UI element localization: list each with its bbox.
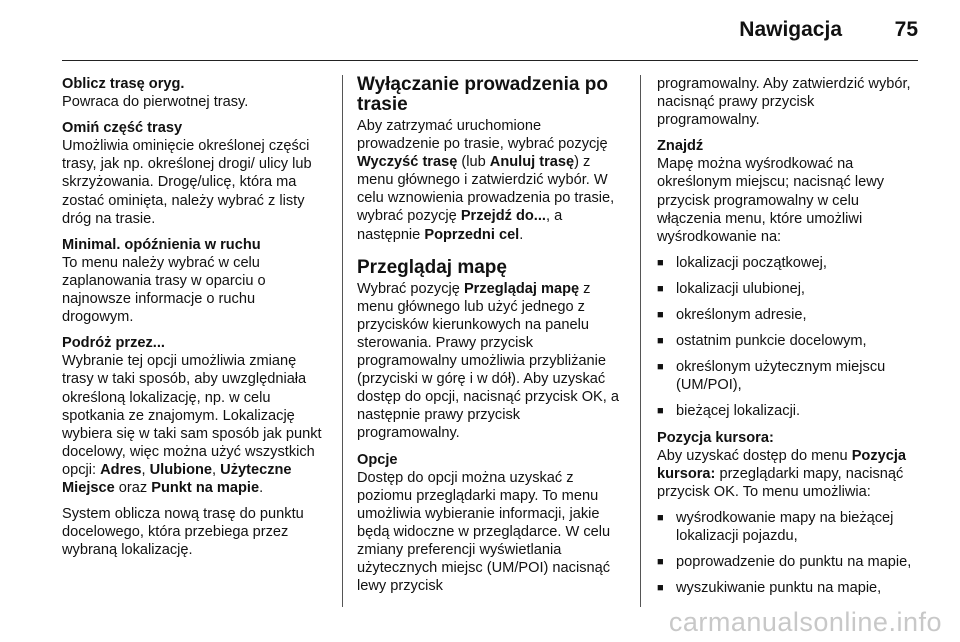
page-number: 75 bbox=[894, 18, 918, 41]
text-run: Aby zatrzymać uruchomione prowadzenie po trasie, wybrać pozycję bbox=[357, 118, 608, 153]
separator: , bbox=[212, 461, 221, 478]
text-run: , a następnie bbox=[357, 208, 563, 243]
column-1 bbox=[62, 75, 328, 567]
menu-poprzedni: Poprzedni cel bbox=[424, 226, 520, 243]
entry-title: Pozycja kursora: bbox=[657, 429, 774, 446]
entry-title: Opcje bbox=[357, 451, 398, 468]
entry-text: Umożliwia ominięcie określonej części trasy, jak np. określonej drogi/ ulicy lub skrzyżowania. Drogę/ulicę, która ma zostać ominięta, należy wybrać z listy dróg na trasie. bbox=[62, 138, 312, 227]
period: . bbox=[519, 226, 524, 243]
watermark: carmanualsonline.info bbox=[668, 607, 942, 637]
paragraph-continued: programowalny. Aby zatwierdzić wybór, nacisnąć prawy przycisk programowalny. bbox=[657, 76, 911, 129]
menu-wyczysc: Wyczyść trasę bbox=[357, 154, 458, 171]
heading-wylaczanie: Wyłączanie prowadzenia po trasie bbox=[357, 74, 608, 115]
text-run: Aby uzyskać dostęp do menu bbox=[657, 447, 852, 464]
period: . bbox=[259, 479, 264, 496]
list-item: ■ lokalizacji ulubionej, bbox=[657, 280, 920, 298]
section-title: Nawigacja bbox=[739, 18, 842, 41]
column-3 bbox=[657, 75, 920, 605]
option-adres: Adres bbox=[100, 461, 142, 478]
menu-przejdz: Przejdź do... bbox=[460, 208, 546, 225]
entry-title: Omiń część trasy bbox=[62, 120, 183, 137]
list-item: ■ wyśrodkowanie mapy na bieżącej lokalizacji pojazdu, bbox=[657, 509, 920, 545]
entry-oblicz bbox=[62, 75, 328, 111]
list-item: ■ ostatnim punkcie docelowym, bbox=[657, 332, 920, 350]
column-divider-1 bbox=[342, 75, 343, 607]
heading-przegladaj: Przeglądaj mapę bbox=[357, 256, 507, 278]
paragraph-przegladaj bbox=[357, 280, 623, 443]
text-run: (lub bbox=[457, 154, 490, 171]
entry-title: Oblicz trasę oryg. bbox=[62, 76, 185, 92]
entry-podroz bbox=[62, 334, 328, 497]
list-item: ■ wyszukiwanie punktu na mapie, bbox=[657, 579, 920, 597]
text-run: z menu głównego lub użyć jednego z przycisków kierunkowych na panelu sterowania. Prawy przycisk programowalny umożliwia przybliżanie (przyciski w górę i w dół). Aby uzyskać dostęp do opcji, nacisnąć przycisk OK, a następnie prawy przycisk programowalny. bbox=[357, 280, 620, 442]
header-rule bbox=[62, 60, 918, 61]
entry-kursor bbox=[657, 429, 920, 501]
option-uzyteczne: Użyteczne Miejsce bbox=[62, 461, 292, 496]
separator: , bbox=[141, 461, 150, 478]
entry-znajdz bbox=[657, 137, 920, 246]
entry-system bbox=[62, 505, 328, 559]
entry-opcje bbox=[357, 451, 623, 596]
entry-text: Mapę można wyśrodkować na określonym miejscu; nacisnąć lewy przycisk programowalny w celu włączenia menu, które umożliwi wyśrodkowanie na: bbox=[657, 156, 885, 245]
entry-text: Wybranie tej opcji umożliwia zmianę trasy w taki sposób, aby uwzględniała określoną lokalizację, np. w celu spotkania ze znajomym. Lokalizację wybiera się w taki sam sposób jak punkt docelowy, więc można użyć wszystkich opcji: bbox=[62, 353, 322, 478]
entry-text: To menu należy wybrać w celu zaplanowania trasy w oparciu o najnowsze informacje o ruchu drogowym. bbox=[62, 254, 266, 326]
column-divider-2 bbox=[640, 75, 641, 607]
text-run: Wybrać pozycję bbox=[357, 280, 464, 297]
list-item: ■ określonym użytecznym miejscu (UM/POI), bbox=[657, 358, 920, 394]
entry-text: Powraca do pierwotnej trasy. bbox=[62, 94, 249, 111]
option-ulubione: Ulubione bbox=[149, 461, 213, 478]
list-kursor-options bbox=[657, 509, 920, 597]
text-run: przeglądarki mapy, nacisnąć przycisk OK. To menu umożliwia: bbox=[657, 465, 904, 500]
entry-title: Minimal. opóźnienia w ruchu bbox=[62, 236, 261, 253]
conjunction: oraz bbox=[114, 479, 152, 496]
page-header bbox=[0, 18, 960, 48]
entry-omin bbox=[62, 119, 328, 228]
entry-text: System oblicza nową trasę do punktu docelowego, która przebiega przez wybraną lokalizację. bbox=[62, 506, 304, 559]
menu-anuluj: Anuluj trasę bbox=[489, 154, 575, 171]
list-item: ■ bieżącej lokalizacji. bbox=[657, 402, 920, 420]
entry-title: Podróż przez... bbox=[62, 335, 165, 352]
entry-title: Znajdź bbox=[657, 138, 704, 155]
menu-kursor: Pozycja kursora: bbox=[657, 447, 907, 482]
list-item: ■ poprowadzenie do punktu na mapie, bbox=[657, 553, 920, 571]
column-2 bbox=[357, 75, 623, 603]
list-item: ■ lokalizacji początkowej, bbox=[657, 254, 920, 272]
menu-przegladaj: Przeglądaj mapę bbox=[463, 280, 580, 297]
paragraph-wylaczanie bbox=[357, 117, 623, 244]
entry-minimal bbox=[62, 236, 328, 326]
text-run: ) z menu głównego i zatwierdzić wybór. W celu wznowienia prowadzenia po trasie, wybrać pozycję bbox=[357, 154, 615, 225]
option-punkt: Punkt na mapie bbox=[151, 479, 260, 496]
list-item: ■ określonym adresie, bbox=[657, 306, 920, 324]
entry-text: Dostęp do opcji można uzyskać z poziomu przeglądarki mapy. To menu umożliwia wybieranie informacji, jakie będą widoczne w przeglądarce. W celu zmiany preferencji wyświetlania użytecznych miejsc (UM/POI) nacisnąć lewy przycisk bbox=[357, 469, 611, 595]
list-wysrodkowanie bbox=[657, 254, 920, 421]
